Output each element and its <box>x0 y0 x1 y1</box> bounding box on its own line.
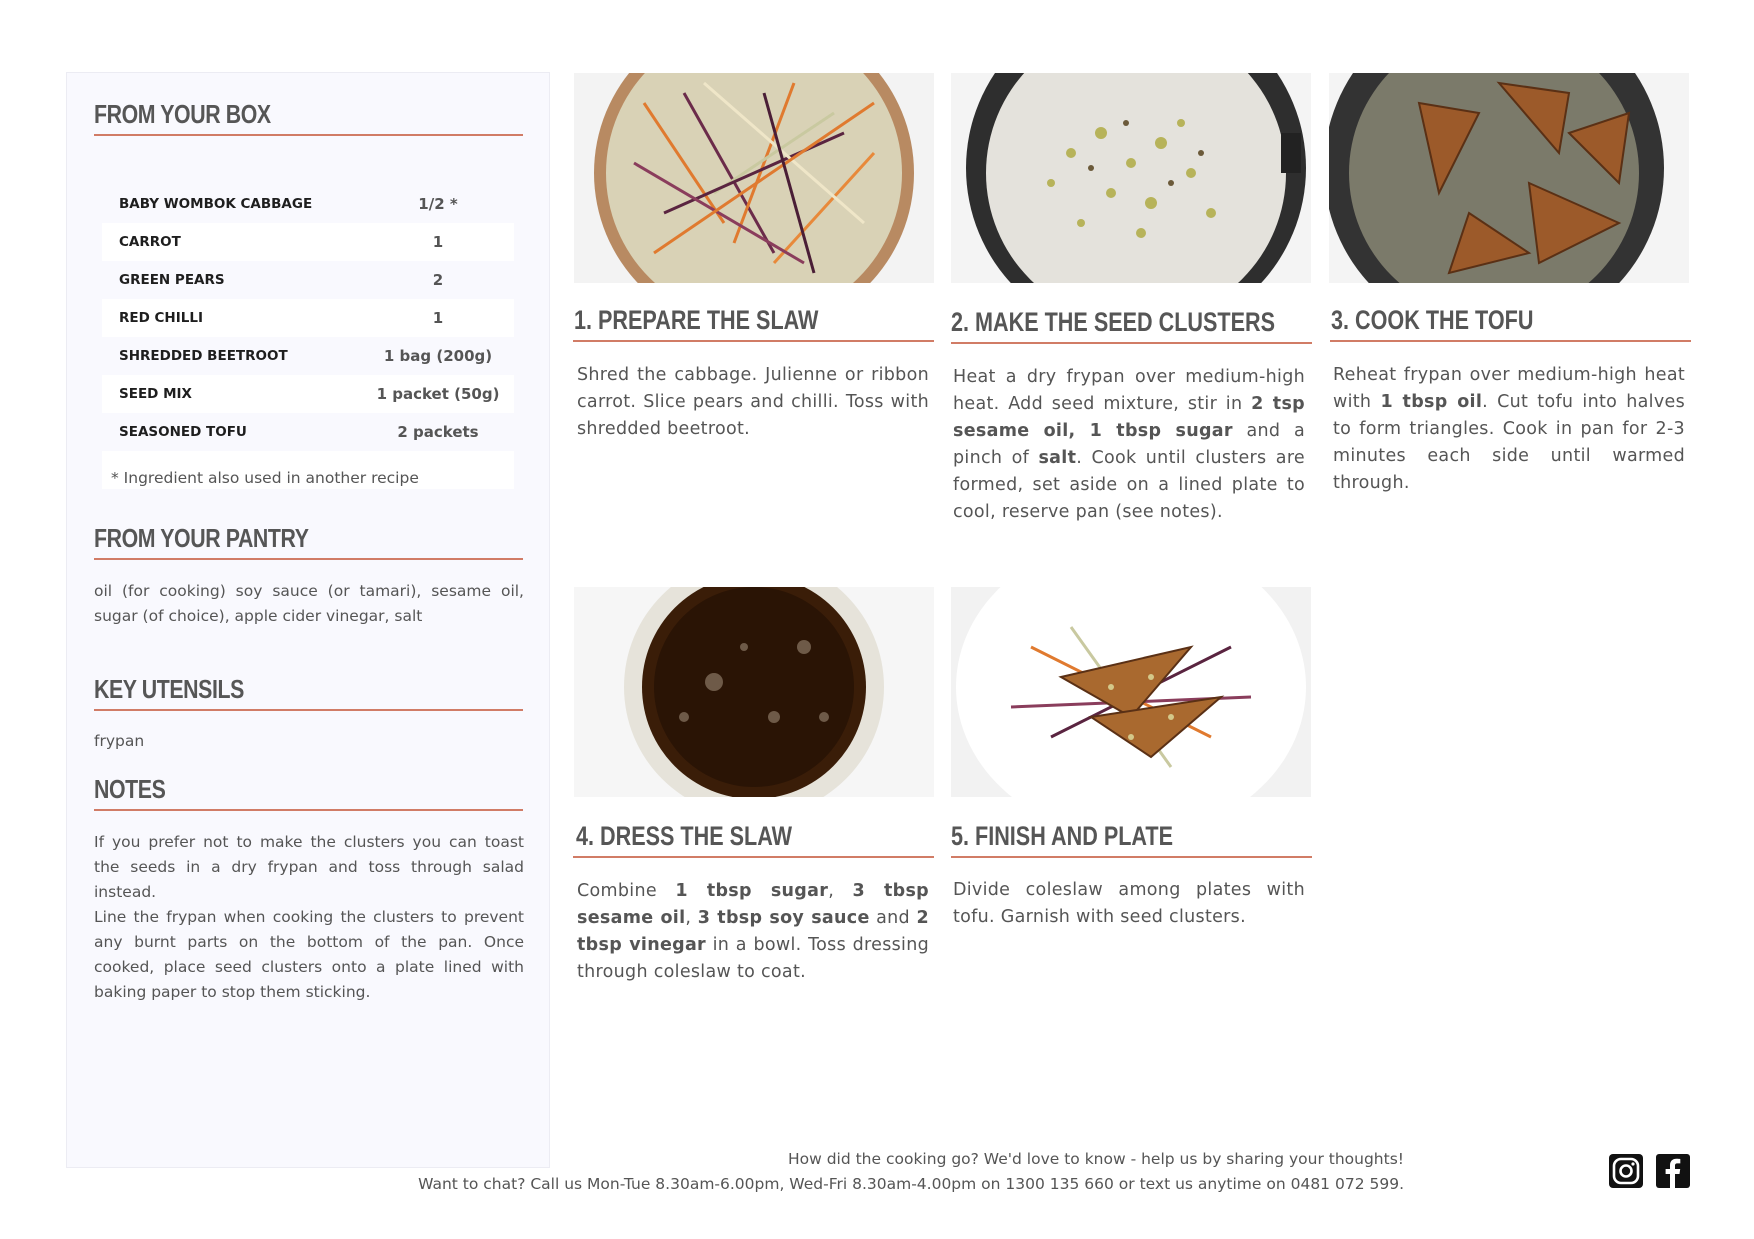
ingredient-row <box>102 261 514 299</box>
ingredient-row <box>102 413 514 451</box>
step-text-bold: 2 tsp sesame oil, 1 tbsp sugar <box>953 394 1305 441</box>
ingredient-qty: 1 bag (200g) <box>383 347 493 365</box>
section-divider <box>94 558 523 560</box>
step-text-segment: . Cut tofu into halves to form triangles. Cook in pan for 2-3 minutes each side until warmed through. <box>1333 392 1685 493</box>
step-text-bold: 3 tbsp sesame oil <box>577 881 930 928</box>
ingredient-row <box>102 375 514 413</box>
step-text-segment: Combine <box>577 881 676 901</box>
step-3-photo <box>1329 73 1689 283</box>
ingredient-name: GREEN PEARS <box>119 272 225 288</box>
footer-contact-text: Want to chat? Call us Mon-Tue 8.30am-6.00pm, Wed-Fri 8.30am-4.00pm on 1300 135 660 or text us anytime on 0481 072 599. <box>418 1175 1404 1193</box>
step-2-title: 2. MAKE THE SEED CLUSTERS <box>951 307 1276 337</box>
ingredient-name: SEASONED TOFU <box>119 424 247 440</box>
step-text-segment: Shred the cabbage. Julienne or ribbon carrot. Slice pears and chilli. Toss with shredded beetroot. <box>577 365 929 439</box>
step-text-bold: 2 tbsp vinegar <box>577 908 929 955</box>
step-5-title: 5. FINISH AND PLATE <box>951 821 1174 851</box>
facebook-icon[interactable] <box>1655 1153 1691 1189</box>
ingredient-footnote: * Ingredient also used in another recipe <box>111 469 419 487</box>
section-divider <box>94 709 523 711</box>
step-text-bold: 1 tbsp oil <box>1380 392 1483 412</box>
ingredient-row <box>102 299 514 337</box>
ingredient-qty: 1 <box>432 309 444 327</box>
section-divider <box>94 134 523 136</box>
ingredient-name: RED CHILLI <box>119 310 203 326</box>
ingredient-qty: 2 <box>432 271 444 289</box>
key-utensils-title: KEY UTENSILS <box>94 674 244 704</box>
ingredients-sidebar <box>66 72 550 1168</box>
step-1-text <box>577 362 929 443</box>
step-text-bold: 3 tbsp soy sauce <box>697 908 870 928</box>
step-5-text <box>953 877 1305 931</box>
from-your-pantry-title: FROM YOUR PANTRY <box>94 523 309 553</box>
step-3-text <box>1333 362 1685 497</box>
footer-feedback-text: How did the cooking go? We'd love to know - help us by sharing your thoughts! <box>787 1150 1404 1168</box>
ingredient-row <box>102 185 514 223</box>
step-text-segment: , <box>685 908 698 928</box>
ingredient-qty: 2 packets <box>397 423 479 441</box>
ingredient-qty: 1 packet (50g) <box>376 385 500 403</box>
ingredient-qty: 1/2 * <box>418 195 458 213</box>
step-text-segment: . Cook until clusters are formed, set aside on a lined plate to cool, reserve pan (see notes). <box>953 448 1305 522</box>
step-text-segment: Reheat frypan over medium-high heat with <box>1333 365 1685 412</box>
ingredient-name: BABY WOMBOK CABBAGE <box>119 196 313 212</box>
ingredient-row <box>102 223 514 261</box>
step-divider <box>573 856 934 858</box>
step-text-segment: and <box>869 908 917 928</box>
instagram-icon[interactable] <box>1608 1153 1644 1189</box>
step-text-segment: and a pinch of <box>953 421 1305 468</box>
step-4-title: 4. DRESS THE SLAW <box>576 821 793 851</box>
notes-paragraph: If you prefer not to make the clusters you can toast the seeds in a dry frypan and toss through salad instead. <box>94 833 524 901</box>
step-divider <box>951 856 1312 858</box>
ingredients-table <box>102 185 514 489</box>
step-3-title: 3. COOK THE TOFU <box>1331 305 1534 335</box>
step-1-photo <box>574 73 934 283</box>
step-divider <box>1330 340 1691 342</box>
step-5-photo <box>951 587 1311 797</box>
step-text-segment: in a bowl. Toss dressing through coleslaw to coat. <box>577 935 929 982</box>
ingredient-qty: 1 <box>432 233 444 251</box>
ingredient-name: SEED MIX <box>119 386 192 402</box>
step-2-text <box>953 364 1305 526</box>
ingredient-name: SHREDDED BEETROOT <box>119 348 288 364</box>
ingredient-row <box>102 337 514 375</box>
utensils-text: frypan <box>94 732 145 750</box>
from-your-box-title: FROM YOUR BOX <box>94 99 271 129</box>
step-2-photo <box>951 73 1311 283</box>
step-text-bold: salt <box>1038 448 1077 468</box>
notes-title: NOTES <box>94 774 166 804</box>
step-4-photo <box>574 587 934 797</box>
step-4-text <box>577 878 929 986</box>
section-divider <box>94 809 523 811</box>
step-text-segment: , <box>828 881 853 901</box>
pantry-text: oil (for cooking) soy sauce (or tamari), sesame oil, sugar (of choice), apple cider vinegar, salt <box>94 582 524 625</box>
step-divider <box>951 342 1312 344</box>
step-text-bold: 1 tbsp sugar <box>675 881 829 901</box>
step-divider <box>573 340 934 342</box>
step-text-segment: Heat a dry frypan over medium-high heat. Add seed mixture, stir in <box>953 367 1305 414</box>
step-text-segment: Divide coleslaw among plates with tofu. Garnish with seed clusters. <box>953 880 1305 927</box>
notes-paragraph: Line the frypan when cooking the clusters to prevent any burnt parts on the bottom of the pan. Once cooked, place seed clusters onto a plate lined with baking paper to stop them sticking. <box>94 908 524 1001</box>
ingredient-name: CARROT <box>119 234 181 250</box>
step-1-title: 1. PREPARE THE SLAW <box>574 305 819 335</box>
